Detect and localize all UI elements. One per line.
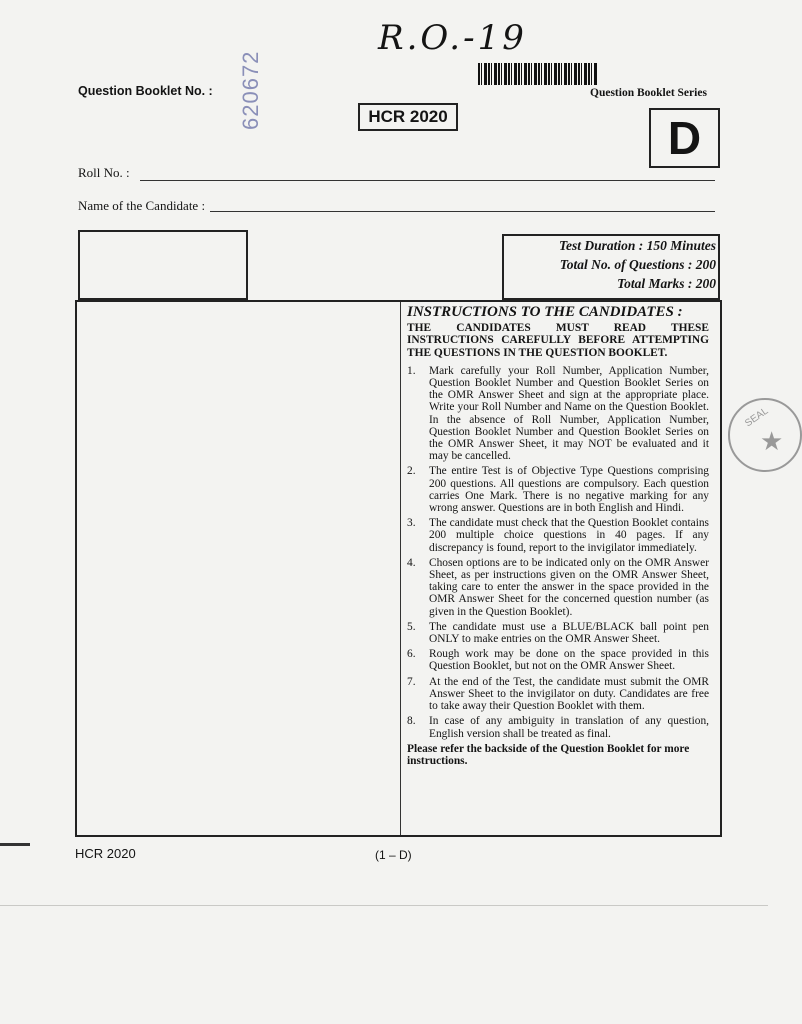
booklet-number-label: Question Booklet No. : bbox=[78, 84, 213, 98]
instructions-list bbox=[407, 365, 709, 740]
instruction-text: Chosen options are to be indicated only on the OMR Answer Sheet, as per instructions given on the OMR Answer Sheet, taking care to enter the answer in the space provided in the OMR Answer Sheet for the concerned question number (as given in the Question Booklet). bbox=[429, 556, 709, 618]
instruction-number: 1. bbox=[407, 364, 416, 377]
instruction-item bbox=[407, 715, 709, 739]
seal-stamp bbox=[728, 398, 802, 472]
instruction-item bbox=[407, 517, 709, 554]
instructions-panel bbox=[75, 300, 722, 837]
summary-box-hindi bbox=[78, 230, 248, 300]
instruction-text: Rough work may be done on the space provided in this Question Booklet, but not on the OMR Answer Sheet. bbox=[429, 648, 709, 673]
instruction-number: 8. bbox=[407, 715, 416, 728]
instruction-text: The candidate must use a BLUE/BLACK ball point pen ONLY to make entries on the OMR Answer Sheet. bbox=[429, 620, 709, 646]
roll-number-field[interactable] bbox=[140, 180, 715, 181]
instruction-item bbox=[407, 557, 709, 618]
stamped-booklet-number: 620672 bbox=[238, 50, 263, 130]
instruction-text: The entire Test is of Objective Type Questions comprising 200 questions. All questions are compulsory. Each question carries One Mark. There is no negative marking for any wrong answer. Questions are in both English and Hindi. bbox=[429, 465, 709, 515]
instructions-footer: Please refer the backside of the Question Booklet for more instructions. bbox=[407, 742, 690, 767]
instruction-number: 6. bbox=[407, 648, 416, 661]
instruction-text: The candidate must check that the Question Booklet contains 200 multiple choice questions in 40 pages. If any discrepancy is found, report to the invigilator immediately. bbox=[429, 517, 709, 554]
instructions-intro: THE CANDIDATES MUST READ THESE INSTRUCTIONS CAREFULLY BEFORE ATTEMPTING THE QUESTIONS IN THE QUESTION BOOKLET. bbox=[407, 322, 709, 359]
column-divider bbox=[400, 302, 401, 835]
instructions-title: INSTRUCTIONS TO THE CANDIDATES : bbox=[407, 304, 683, 320]
instruction-item bbox=[407, 465, 709, 514]
footer-exam-code: HCR 2020 bbox=[75, 846, 136, 861]
series-label: Question Booklet Series bbox=[590, 87, 707, 99]
series-letter-box: D bbox=[649, 108, 720, 168]
seal-star-icon: ★ bbox=[760, 426, 784, 456]
page-edge bbox=[0, 905, 768, 906]
instruction-number: 7. bbox=[407, 675, 416, 688]
candidate-name-label: Name of the Candidate : bbox=[78, 198, 206, 213]
instruction-item bbox=[407, 676, 709, 713]
instruction-number: 2. bbox=[407, 465, 416, 478]
instruction-text: In case of any ambiguity in translation of any question, English version shall be treated as final. bbox=[429, 715, 709, 740]
test-duration: Test Duration : 150 Minutes bbox=[558, 238, 716, 253]
instruction-number: 3. bbox=[407, 517, 416, 530]
margin-mark bbox=[0, 843, 30, 846]
instruction-item bbox=[407, 648, 709, 672]
roll-number-label: Roll No. : bbox=[78, 165, 130, 180]
instruction-item bbox=[407, 621, 709, 645]
total-questions: Total No. of Questions : 200 bbox=[559, 257, 716, 272]
instructions-english-column bbox=[407, 306, 709, 767]
total-marks: Total Marks : 200 bbox=[617, 276, 716, 291]
seal-label: SEAL bbox=[743, 405, 771, 430]
instruction-number: 5. bbox=[407, 620, 416, 633]
barcode bbox=[478, 63, 598, 85]
instruction-text: At the end of the Test, the candidate must submit the OMR Answer Sheet to the invigilator on duty. Candidates are free to take away their Question Booklet with them. bbox=[429, 675, 709, 713]
handwritten-reference-code: R.O.-19 bbox=[378, 18, 527, 58]
page-number: (1 – D) bbox=[375, 848, 412, 862]
instruction-text: Mark carefully your Roll Number, Application Number, Question Booklet Number and Question Booklet Series on the OMR Answer Sheet and sign at the appropriate place. Write your Roll Number and Name on the Question Booklet. In the absence of Roll Number, Application Number, Question Booklet Number and Question Booklet Series on the OMR Answer Sheet, it may NOT be evaluated and it may be cancelled. bbox=[429, 364, 709, 463]
summary-box bbox=[502, 234, 720, 300]
exam-code-box: HCR 2020 bbox=[358, 103, 458, 131]
instruction-item bbox=[407, 365, 709, 463]
instruction-number: 4. bbox=[407, 556, 416, 569]
candidate-name-field[interactable] bbox=[210, 211, 715, 212]
